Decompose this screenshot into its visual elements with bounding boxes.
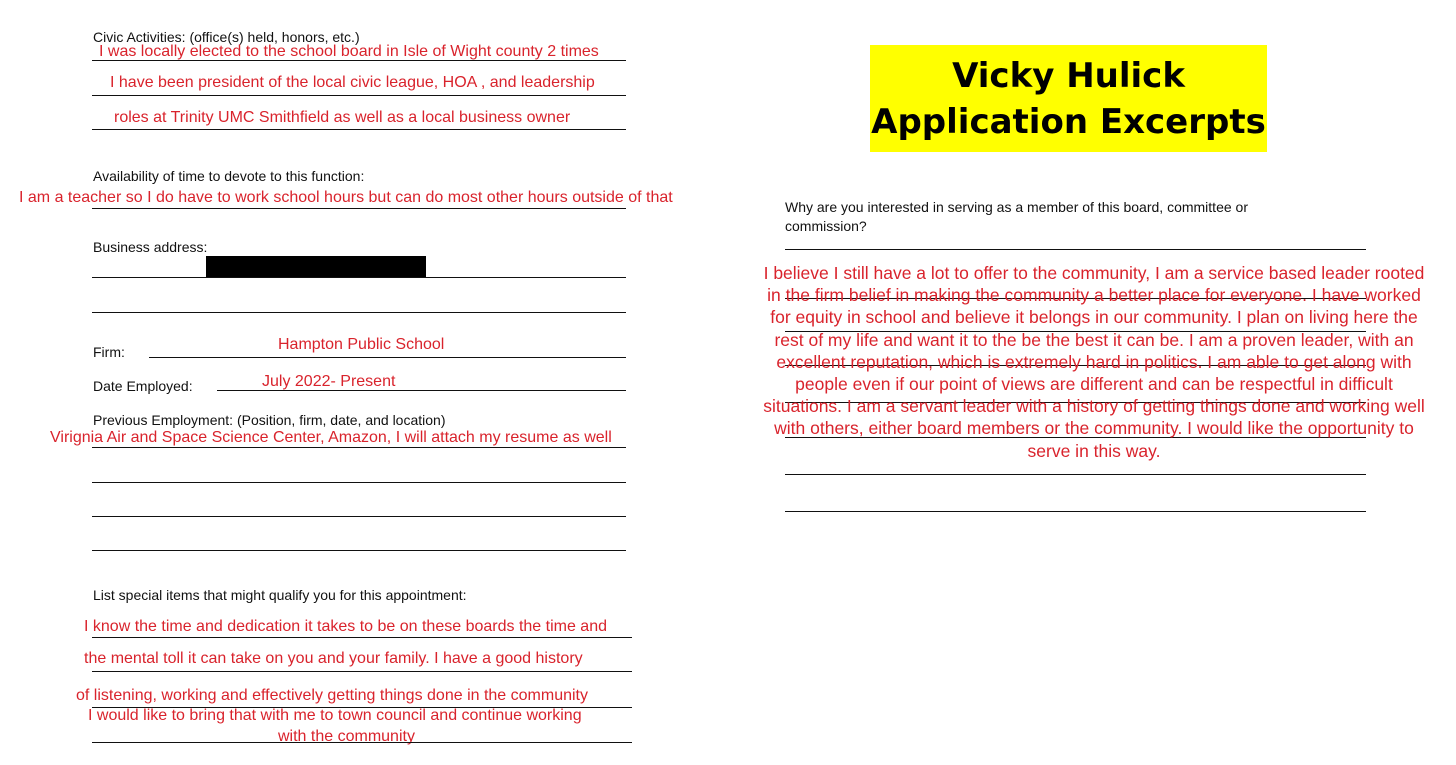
form-rule	[785, 474, 1366, 475]
form-rule	[92, 208, 626, 209]
form-rule	[92, 742, 632, 743]
special-items-line-4: I would like to bring that with me to town council and continue working	[88, 707, 582, 724]
form-rule	[92, 637, 632, 638]
special-items-line-2: the mental toll it can take on you and your family. I have a good history	[84, 650, 583, 667]
interest-answer-line-9: serve in this way.	[1027, 440, 1161, 461]
form-rule	[92, 95, 626, 96]
previous-employment-value: Virignia Air and Space Science Center, Amazon, I will attach my resume as well	[50, 429, 612, 446]
special-items-line-1: I know the time and dedication it takes to be on these boards the time and	[84, 618, 607, 635]
special-items-line-5: with the community	[278, 728, 415, 745]
business-address-label: Business address:	[93, 239, 208, 255]
form-rule	[217, 390, 626, 391]
special-items-label: List special items that might qualify you for this appointment:	[93, 587, 467, 603]
interest-answer-line-5: excellent reputation, which is extremely hard in politics. I am able to get along with	[776, 351, 1412, 372]
title-subtitle: Application Excerpts	[871, 101, 1266, 142]
date-employed-label: Date Employed:	[93, 378, 193, 394]
interest-answer-line-4: rest of my life and want it to the be the best it can be. I am a proven leader, with an	[774, 329, 1414, 350]
form-rule	[92, 516, 626, 517]
date-employed-value: July 2022- Present	[262, 373, 396, 390]
form-rule	[92, 482, 626, 483]
firm-value: Hampton Public School	[278, 336, 445, 353]
form-rule	[92, 277, 626, 278]
special-items-line-3: of listening, working and effectively getting things done in the community	[76, 687, 588, 704]
interest-answer-line-8: with others, either board members or the community. I would like the opportunity to	[774, 418, 1414, 439]
firm-label: Firm:	[93, 344, 125, 360]
form-rule	[785, 511, 1366, 512]
interest-answer-line-1: I believe I still have a lot to offer to the community, I am a service based leader rooted	[763, 263, 1425, 283]
form-rule	[149, 357, 626, 358]
form-rule	[92, 129, 626, 130]
form-rule	[92, 550, 626, 551]
form-rule	[92, 312, 626, 313]
question-line-1: Why are you interested in serving as a member of this board, committee or	[785, 199, 1248, 215]
redaction-bar	[206, 256, 426, 278]
interest-answer-line-7: situations. I am a servant leader with a history of getting things done and working well	[763, 396, 1425, 417]
civic-answer-line-1: I was locally elected to the school board in Isle of Wight county 2 times	[99, 43, 599, 60]
availability-answer: I am a teacher so I do have to work school hours but can do most other hours outside of that	[19, 189, 673, 206]
title-highlight-box	[870, 45, 1267, 152]
interest-answer-line-3: for equity in school and believe it belongs in our community. I plan on living here the	[770, 307, 1418, 328]
availability-label: Availability of time to devote to this function:	[93, 168, 365, 184]
title-name: Vicky Hulick	[952, 55, 1185, 96]
form-rule	[785, 249, 1366, 250]
civic-answer-line-3: roles at Trinity UMC Smithfield as well as a local business owner	[114, 109, 571, 126]
form-rule	[92, 447, 626, 448]
form-rule	[92, 671, 632, 672]
interest-answer-paragraph	[738, 262, 1450, 462]
interest-answer-line-6: people even if our point of views are different and can be respectful in difficult	[795, 374, 1393, 395]
civic-answer-line-2: I have been president of the local civic league, HOA , and leadership	[110, 74, 595, 91]
civic-activities-label: Civic Activities: (office(s) held, honors, etc.)	[93, 29, 360, 45]
interest-answer-line-2: in the firm belief in making the community a better place for everyone. I have worked	[767, 285, 1421, 306]
previous-employment-label: Previous Employment: (Position, firm, date, and location)	[93, 412, 446, 428]
question-line-2: commission?	[785, 218, 867, 234]
form-rule	[92, 60, 626, 61]
